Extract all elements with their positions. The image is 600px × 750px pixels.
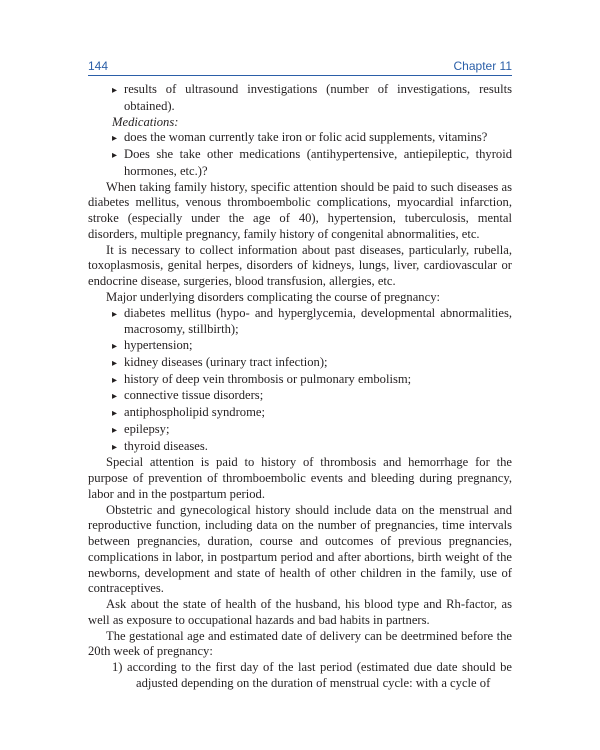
chapter-title: Chapter 11 (453, 59, 512, 73)
paragraph-husband-health: Ask about the state of health of the husband, his blood type and Rh-factor, as well as exposure to occupational hazards and bad habits in partners. (88, 597, 512, 627)
bullet-other-medications: ▸ Does she take other medications (antihypertensive, antiepileptic, thyroid hormones, etc.)? (88, 147, 512, 180)
page-number: 144 (88, 59, 109, 73)
medications-subheading: Medications: (112, 114, 179, 129)
header-rule (88, 75, 512, 76)
paragraph-past-diseases: It is necessary to collect information about past diseases, particularly, rubella, toxoplasmosis, genital herpes, disorders of kidneys, lungs, liver, cardiovascular or endocrine disease, surgeries, blood transfusion, allergies, etc. (88, 242, 512, 288)
paragraph-family-history: When taking family history, specific attention should be paid to such diseases as diabetes mellitus, venous thromboembolic complications, myocardial infarction, stroke (especially under the age of 40), hypertension, tuberculosis, mental disorders, multiple pregnancy, family history of congenital abnormalities, etc. (88, 179, 512, 241)
bullet-iron-folic: ▸ does the woman currently take iron or folic acid supplements, vitamins? (88, 130, 512, 147)
paragraph-major-disorders-intro: Major underlying disorders complicating the course of pregnancy: (106, 289, 440, 304)
bullet-epilepsy: ▸ epilepsy; (88, 422, 512, 439)
bullet-diabetes: ▸ diabetes mellitus (hypo- and hyperglycemia, developmental abnormalities, macrosomy, stillbirth); (88, 306, 512, 339)
paragraph-special-attention: Special attention is paid to history of thrombosis and hemorrhage for the purpose of prevention of thromboembolic events and bleeding during pregnancy, labor and in the postpartum period. (88, 455, 512, 501)
paragraph-gestational-age: The gestational age and estimated date of delivery can be deetrmined before the 20th week of pregnancy: (88, 628, 512, 659)
numbered-item-1: 1) according to the first day of the last period (estimated due date should be adjusted depending on the duration of menstrual cycle: with a cycle of (112, 660, 512, 690)
bullet-ultrasound-results: ▸ results of ultrasound investigations (number of investigations, results obtained). (88, 82, 512, 115)
bullet-kidney: ▸ kidney diseases (urinary tract infection); (88, 355, 512, 372)
bullet-antiphospholipid: ▸ antiphospholipid syndrome; (88, 405, 512, 422)
bullet-connective-tissue: ▸ connective tissue disorders; (88, 388, 512, 405)
bullet-hypertension: ▸ hypertension; (88, 338, 512, 355)
paragraph-obstetric-history: Obstetric and gynecological history should include data on the menstrual and reproductive function, including data on the number of pregnancies, time intervals between pregnancies, duration, course and outcomes of previous pregnancies, complications in labor, in postpartum period and after abortions, birth weight of the newborns, development and state of health of other children in the family, use of contraceptives. (88, 502, 512, 596)
body-text (88, 82, 512, 692)
bullet-thrombosis: ▸ history of deep vein thrombosis or pulmonary embolism; (88, 372, 512, 389)
bullet-thyroid: ▸ thyroid diseases. (88, 439, 512, 456)
